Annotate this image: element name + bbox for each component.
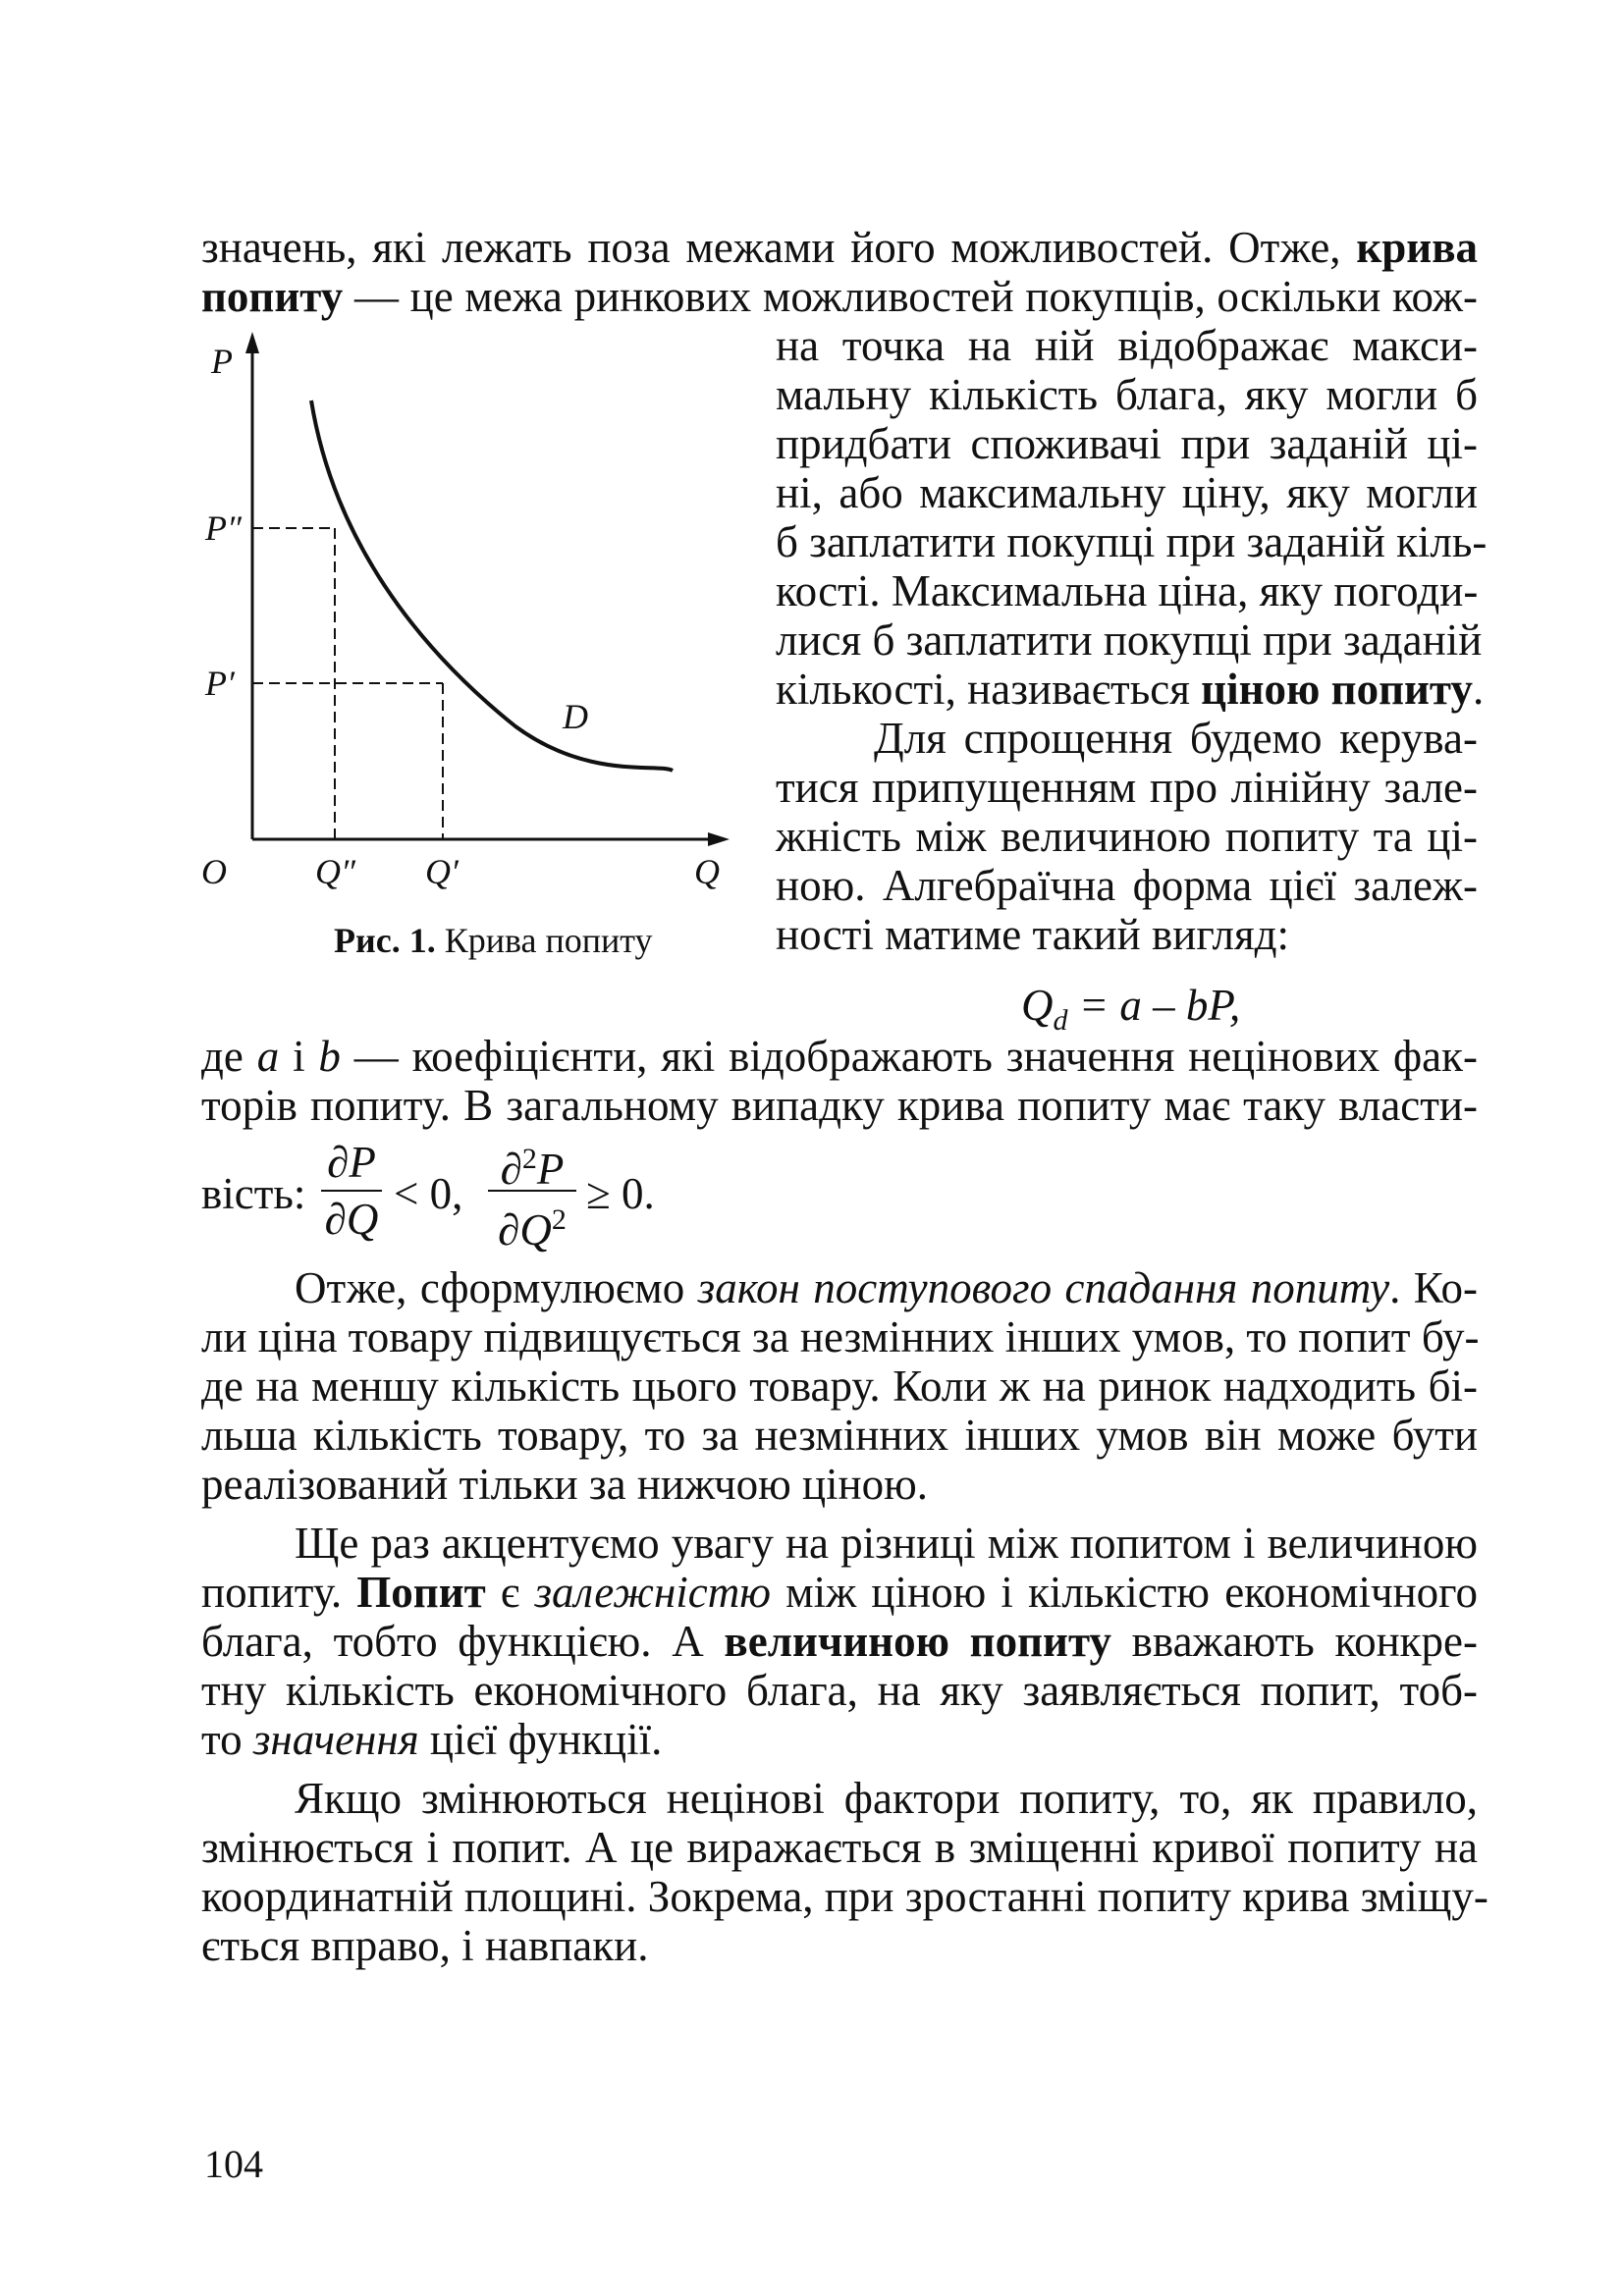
text-line: де a і b — коефіцієнти, які відображають значення нецінових фак- — [201, 1032, 1478, 1081]
tick-label-q-low: Q″ — [315, 852, 355, 891]
text-line: ності матиме такий вигляд: — [776, 910, 1290, 959]
text-line: змінюється і попит. А це виражається в зміщенні кривої попиту на — [201, 1823, 1478, 1872]
axis-label-q: Q — [694, 852, 720, 891]
text-line: ли ціна товару підвищується за незмінних інших умов, то попит бу- — [201, 1312, 1480, 1362]
figure-caption: Рис. 1. Крива попиту — [334, 921, 653, 960]
tick-label-q-high: Q′ — [425, 852, 459, 891]
page-number: 104 — [204, 2142, 263, 2186]
text-line: то значення цієї функції. — [201, 1715, 663, 1764]
text-line: торів попиту. В загальному випадку крива попиту має таку власти- — [201, 1081, 1478, 1130]
demand-curve-figure — [191, 324, 741, 952]
text-line: де на меншу кількість цього товару. Коли ж на ринок надходить бі- — [201, 1362, 1478, 1411]
fraction: ∂$^2$P $\partial Q^2$ — [488, 1139, 576, 1247]
inequality: ≥ 0. — [586, 1169, 655, 1218]
text-line: попиту. Попит є залежністю між ціною і кількістю економічного — [201, 1568, 1479, 1617]
demand-curve-graph — [191, 324, 741, 913]
text-line: тну кількість економічного блага, на яку заявляється попит, тоб- — [201, 1666, 1478, 1715]
curve-label-d: D — [563, 697, 588, 736]
text-line: Якщо змінюються нецінові фактори попиту, то, як правило, — [295, 1774, 1478, 1823]
axis-label-p: P — [211, 342, 233, 381]
tick-label-p-low: P′ — [205, 664, 235, 703]
origin-label: O — [201, 852, 227, 891]
text-line: тися припущенням про лінійну зале- — [776, 763, 1478, 812]
x-axis-arrow-icon — [708, 832, 730, 846]
text-line: ною. Алгебраїчна форма цієї залеж- — [776, 861, 1478, 910]
demand-formula: $Q_d = a$ – bP, — [1021, 981, 1241, 1037]
text-line: кількості, називається ціною попиту. — [776, 665, 1485, 714]
demand-curve — [311, 400, 673, 771]
text-line: координатній площині. Зокрема, при зростанні попиту крива зміщу- — [201, 1872, 1488, 1921]
y-axis-arrow-icon — [245, 332, 259, 353]
text-line: блага, тобто функцією. А величиною попиту вважають конкре- — [201, 1617, 1478, 1666]
text-line: ється вправо, і навпаки. — [201, 1921, 649, 1970]
derivative-formula — [201, 1138, 1085, 1255]
text-line: б заплатити покупці при заданій кіль- — [776, 517, 1488, 566]
text-line: льша кількість товару, то за незмінних інших умов він може бути — [201, 1411, 1478, 1460]
text-line: кості. Максимальна ціна, яку погоди- — [776, 566, 1479, 615]
text-line: попиту — це межа ринкових можливостей покупців, оскільки кож- — [201, 272, 1478, 321]
text-line: мальну кількість блага, яку могли б — [776, 370, 1478, 419]
text-line: жність між величиною попиту та ці- — [776, 812, 1478, 861]
text-line: на точка на ній відображає макси- — [776, 321, 1478, 370]
fraction: ∂P ∂Q — [321, 1139, 382, 1247]
text-line: вість: — [201, 1169, 306, 1218]
text-line: Для спрощення будемо керува- — [874, 714, 1478, 763]
tick-label-p-high: P″ — [205, 508, 242, 548]
text-line: лися б заплатити покупці при заданій — [776, 615, 1483, 665]
text-line: Ще раз акцентуємо увагу на різниці між попитом і величиною — [295, 1519, 1478, 1568]
text-line: Отже, сформулюємо закон поступового спадання попиту. Ко- — [295, 1263, 1479, 1312]
text-line: реалізований тільки за нижчою ціною. — [201, 1460, 928, 1509]
inequality: < 0, — [394, 1169, 463, 1218]
text-line: ні, або максимальну ціну, яку могли — [776, 468, 1478, 517]
text-line: придбати споживачі при заданій ці- — [776, 419, 1478, 468]
text-line: значень, які лежать поза межами його можливостей. Отже, крива — [201, 223, 1478, 272]
